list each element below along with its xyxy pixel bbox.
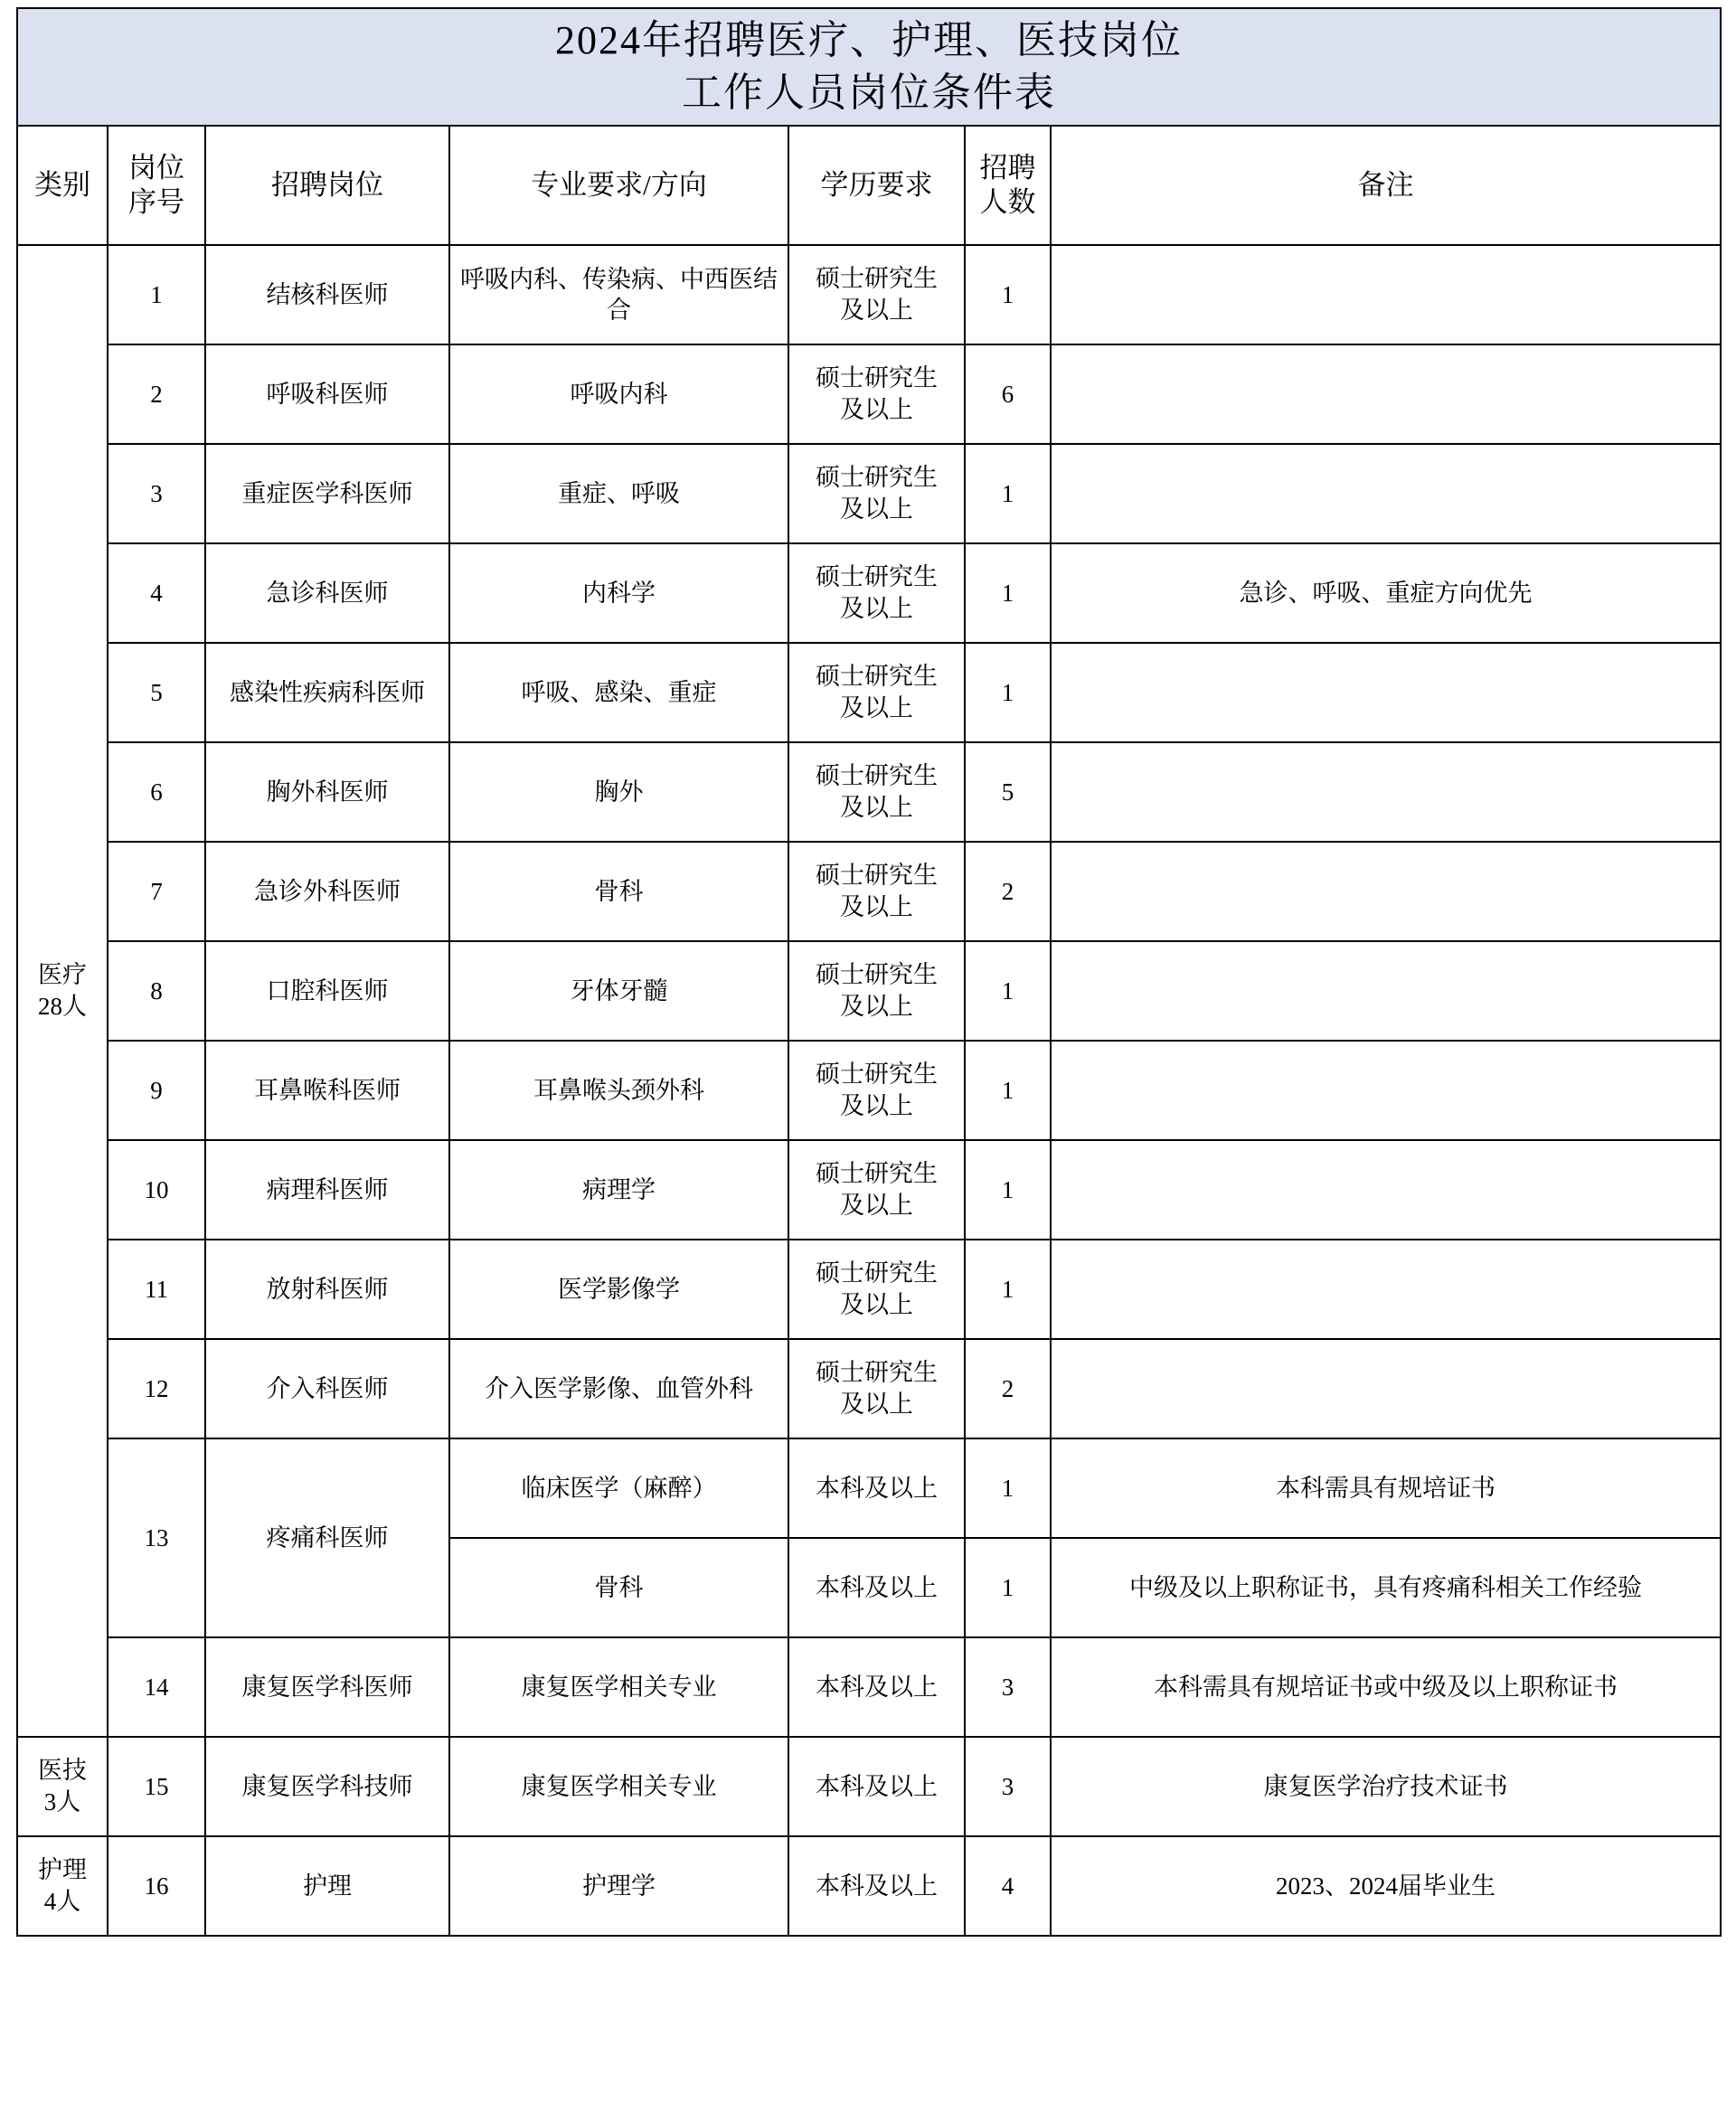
row-education-line-2: 及以上 bbox=[840, 1192, 913, 1220]
document-title bbox=[17, 8, 1721, 126]
row-major: 临床医学（麻醉） bbox=[449, 1438, 788, 1538]
category-cell-medical bbox=[17, 245, 108, 1737]
row-position: 急诊科医师 bbox=[205, 543, 449, 643]
row-count: 1 bbox=[965, 643, 1051, 742]
row-major: 呼吸、感染、重症 bbox=[449, 643, 788, 742]
row-remark bbox=[1051, 1041, 1721, 1140]
row-remark: 中级及以上职称证书，具有疼痛科相关工作经验 bbox=[1051, 1538, 1721, 1637]
title-line-1: 2024年招聘医疗、护理、医技岗位 bbox=[555, 18, 1183, 62]
table-row bbox=[17, 643, 1721, 742]
title-line-2: 工作人员岗位条件表 bbox=[682, 71, 1056, 116]
row-index: 6 bbox=[108, 742, 205, 842]
row-education-line-1: 硕士研究生 bbox=[816, 1359, 938, 1387]
row-position: 病理科医师 bbox=[205, 1140, 449, 1240]
header-category: 类别 bbox=[17, 126, 108, 245]
row-position: 护理 bbox=[205, 1836, 449, 1936]
row-education-line-1: 硕士研究生 bbox=[816, 862, 938, 890]
row-major: 康复医学相关专业 bbox=[449, 1637, 788, 1737]
row-count: 3 bbox=[965, 1637, 1051, 1737]
row-education-line-1: 硕士研究生 bbox=[816, 1259, 938, 1287]
row-education-line-2: 及以上 bbox=[840, 694, 913, 722]
row-education: 本科及以上 bbox=[788, 1737, 965, 1836]
row-position: 耳鼻喉科医师 bbox=[205, 1041, 449, 1140]
row-major: 介入医学影像、血管外科 bbox=[449, 1339, 788, 1438]
row-count: 1 bbox=[965, 941, 1051, 1041]
row-education-line-2: 及以上 bbox=[840, 1391, 913, 1419]
row-remark bbox=[1051, 643, 1721, 742]
row-count: 1 bbox=[965, 1140, 1051, 1240]
row-education-line-1: 硕士研究生 bbox=[816, 464, 938, 492]
row-education-line-1: 硕士研究生 bbox=[816, 961, 938, 989]
row-remark bbox=[1051, 941, 1721, 1041]
table-row bbox=[17, 1836, 1721, 1936]
row-education: 本科及以上 bbox=[788, 1438, 965, 1538]
row-position: 康复医学科医师 bbox=[205, 1637, 449, 1737]
row-education bbox=[788, 643, 965, 742]
row-education-line-2: 及以上 bbox=[840, 396, 913, 424]
row-position: 康复医学科技师 bbox=[205, 1737, 449, 1836]
row-education-line-1: 硕士研究生 bbox=[816, 563, 938, 591]
row-education-line-2: 及以上 bbox=[840, 993, 913, 1021]
row-education-line-2: 及以上 bbox=[840, 1291, 913, 1319]
row-education bbox=[788, 1339, 965, 1438]
category-line-2: 3人 bbox=[43, 1788, 81, 1816]
table-row bbox=[17, 842, 1721, 941]
row-count: 1 bbox=[965, 1538, 1051, 1637]
table-row bbox=[17, 1637, 1721, 1737]
row-major: 病理学 bbox=[449, 1140, 788, 1240]
row-major: 牙体牙髓 bbox=[449, 941, 788, 1041]
table-row bbox=[17, 1737, 1721, 1836]
row-major: 医学影像学 bbox=[449, 1240, 788, 1339]
row-position: 放射科医师 bbox=[205, 1240, 449, 1339]
header-major: 专业要求/方向 bbox=[449, 126, 788, 245]
row-remark: 本科需具有规培证书或中级及以上职称证书 bbox=[1051, 1637, 1721, 1737]
row-count: 5 bbox=[965, 742, 1051, 842]
header-count bbox=[965, 126, 1051, 245]
row-index: 15 bbox=[108, 1737, 205, 1836]
table-row bbox=[17, 245, 1721, 344]
table-row bbox=[17, 543, 1721, 643]
header-remark: 备注 bbox=[1051, 126, 1721, 245]
category-line-1: 医技 bbox=[38, 1757, 87, 1785]
row-count: 3 bbox=[965, 1737, 1051, 1836]
row-education-line-2: 及以上 bbox=[840, 297, 913, 325]
table-header-row bbox=[17, 126, 1721, 245]
row-count: 1 bbox=[965, 543, 1051, 643]
category-line-2: 4人 bbox=[43, 1888, 81, 1916]
row-remark bbox=[1051, 1140, 1721, 1240]
row-major: 呼吸内科、传染病、中西医结合 bbox=[449, 245, 788, 344]
row-position: 介入科医师 bbox=[205, 1339, 449, 1438]
row-education-line-1: 硕士研究生 bbox=[816, 265, 938, 293]
row-major: 重症、呼吸 bbox=[449, 444, 788, 543]
row-major: 康复医学相关专业 bbox=[449, 1737, 788, 1836]
row-index: 8 bbox=[108, 941, 205, 1041]
row-index: 13 bbox=[108, 1438, 205, 1637]
row-position: 呼吸科医师 bbox=[205, 344, 449, 444]
row-count: 2 bbox=[965, 842, 1051, 941]
row-index: 7 bbox=[108, 842, 205, 941]
row-index: 2 bbox=[108, 344, 205, 444]
row-education: 本科及以上 bbox=[788, 1836, 965, 1936]
category-line-1: 医疗 bbox=[38, 961, 87, 989]
category-cell-medtech bbox=[17, 1737, 108, 1836]
row-remark bbox=[1051, 842, 1721, 941]
table-row bbox=[17, 444, 1721, 543]
table-row bbox=[17, 1140, 1721, 1240]
row-major: 耳鼻喉头颈外科 bbox=[449, 1041, 788, 1140]
row-position: 胸外科医师 bbox=[205, 742, 449, 842]
category-line-1: 护理 bbox=[38, 1856, 87, 1884]
row-index: 4 bbox=[108, 543, 205, 643]
row-count: 1 bbox=[965, 1438, 1051, 1538]
row-education: 本科及以上 bbox=[788, 1637, 965, 1737]
row-index: 14 bbox=[108, 1637, 205, 1737]
title-row bbox=[17, 8, 1721, 126]
row-education-line-1: 硕士研究生 bbox=[816, 762, 938, 790]
row-education-line-1: 硕士研究生 bbox=[816, 663, 938, 691]
row-remark bbox=[1051, 344, 1721, 444]
row-education-line-2: 及以上 bbox=[840, 893, 913, 921]
row-position: 急诊外科医师 bbox=[205, 842, 449, 941]
table-row bbox=[17, 1240, 1721, 1339]
row-education bbox=[788, 1140, 965, 1240]
table-row bbox=[17, 1339, 1721, 1438]
row-education bbox=[788, 344, 965, 444]
row-index: 1 bbox=[108, 245, 205, 344]
row-index: 10 bbox=[108, 1140, 205, 1240]
row-education bbox=[788, 245, 965, 344]
row-remark: 本科需具有规培证书 bbox=[1051, 1438, 1721, 1538]
row-education bbox=[788, 941, 965, 1041]
row-major: 胸外 bbox=[449, 742, 788, 842]
row-position: 感染性疾病科医师 bbox=[205, 643, 449, 742]
row-remark bbox=[1051, 1240, 1721, 1339]
row-index: 9 bbox=[108, 1041, 205, 1140]
table-row bbox=[17, 941, 1721, 1041]
header-index bbox=[108, 126, 205, 245]
row-major: 呼吸内科 bbox=[449, 344, 788, 444]
row-remark bbox=[1051, 245, 1721, 344]
row-education bbox=[788, 742, 965, 842]
row-education bbox=[788, 842, 965, 941]
row-education-line-2: 及以上 bbox=[840, 595, 913, 623]
row-remark: 康复医学治疗技术证书 bbox=[1051, 1737, 1721, 1836]
table-row bbox=[17, 1041, 1721, 1140]
row-index: 12 bbox=[108, 1339, 205, 1438]
row-education bbox=[788, 444, 965, 543]
category-line-2: 28人 bbox=[38, 993, 87, 1021]
row-education bbox=[788, 543, 965, 643]
row-education-line-2: 及以上 bbox=[840, 794, 913, 822]
row-major: 护理学 bbox=[449, 1836, 788, 1936]
row-education-line-2: 及以上 bbox=[840, 495, 913, 523]
row-remark: 急诊、呼吸、重症方向优先 bbox=[1051, 543, 1721, 643]
row-count: 1 bbox=[965, 1240, 1051, 1339]
table-row bbox=[17, 1438, 1721, 1538]
row-count: 4 bbox=[965, 1836, 1051, 1936]
row-position: 口腔科医师 bbox=[205, 941, 449, 1041]
row-education bbox=[788, 1041, 965, 1140]
row-position: 结核科医师 bbox=[205, 245, 449, 344]
row-index: 5 bbox=[108, 643, 205, 742]
row-remark bbox=[1051, 742, 1721, 842]
header-count-line-2: 人数 bbox=[979, 186, 1036, 219]
header-count-line-1: 招聘 bbox=[979, 152, 1036, 184]
header-education: 学历要求 bbox=[788, 126, 965, 245]
category-cell-nursing bbox=[17, 1836, 108, 1936]
row-count: 2 bbox=[965, 1339, 1051, 1438]
row-count: 1 bbox=[965, 1041, 1051, 1140]
row-count: 1 bbox=[965, 444, 1051, 543]
header-position: 招聘岗位 bbox=[205, 126, 449, 245]
row-position: 重症医学科医师 bbox=[205, 444, 449, 543]
row-position: 疼痛科医师 bbox=[205, 1438, 449, 1637]
row-education bbox=[788, 1240, 965, 1339]
row-remark bbox=[1051, 444, 1721, 543]
row-education: 本科及以上 bbox=[788, 1538, 965, 1637]
row-education-line-1: 硕士研究生 bbox=[816, 1061, 938, 1089]
table-row bbox=[17, 742, 1721, 842]
row-count: 1 bbox=[965, 245, 1051, 344]
row-major: 骨科 bbox=[449, 842, 788, 941]
row-education-line-1: 硕士研究生 bbox=[816, 1160, 938, 1188]
row-education-line-1: 硕士研究生 bbox=[816, 364, 938, 392]
table-row bbox=[17, 344, 1721, 444]
row-remark: 2023、2024届毕业生 bbox=[1051, 1836, 1721, 1936]
row-education-line-2: 及以上 bbox=[840, 1092, 913, 1120]
recruitment-table bbox=[16, 7, 1722, 1937]
row-major: 骨科 bbox=[449, 1538, 788, 1637]
row-count: 6 bbox=[965, 344, 1051, 444]
row-index: 3 bbox=[108, 444, 205, 543]
header-index-line-2: 序号 bbox=[128, 186, 184, 219]
row-remark bbox=[1051, 1339, 1721, 1438]
row-index: 11 bbox=[108, 1240, 205, 1339]
header-index-line-1: 岗位 bbox=[128, 152, 184, 184]
row-major: 内科学 bbox=[449, 543, 788, 643]
row-index: 16 bbox=[108, 1836, 205, 1936]
